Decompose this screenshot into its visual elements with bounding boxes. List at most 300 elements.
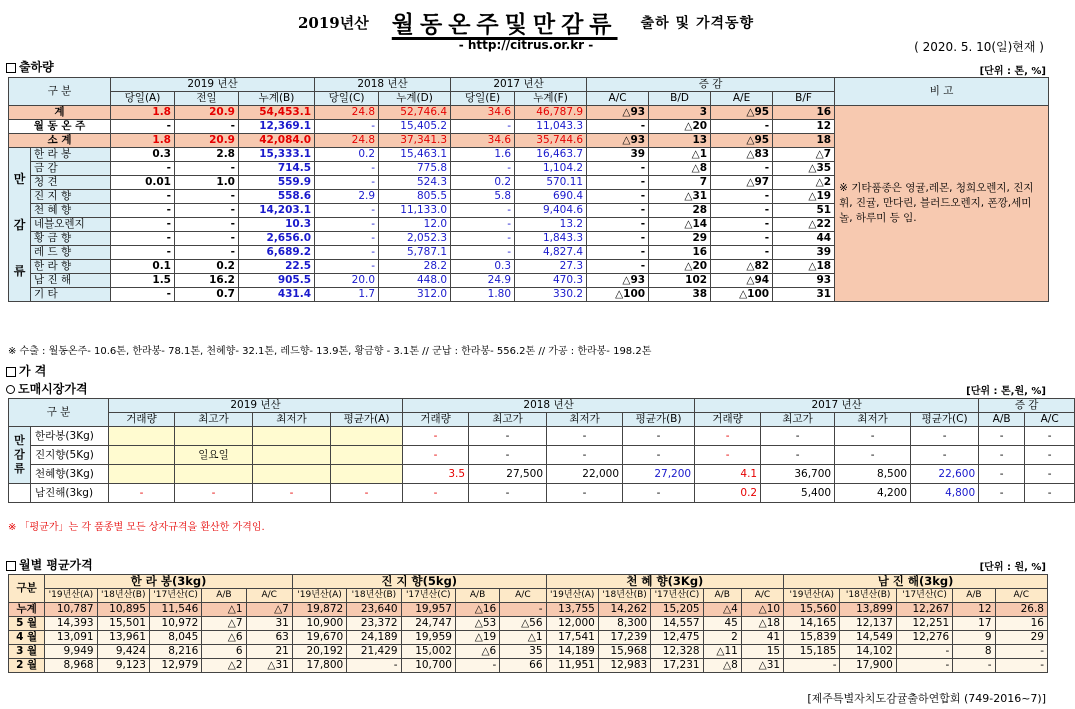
value-cell: - [451,120,515,134]
value-cell: - [315,260,379,274]
value-cell: - [403,484,469,503]
col-header: A/C [246,589,292,603]
value-cell: 431.4 [239,288,315,302]
col-header: '19년산(A) [292,589,346,603]
value-cell: 5,787.1 [379,246,451,260]
value-cell: 12,328 [651,645,703,659]
value-cell: 1.7 [315,288,379,302]
remark-cell: ※ 기타품종은 영귤,레몬, 청희오렌지, 진지휘, 진귤, 만다린, 블러드오렌지, 폰깡,세미놀, 하루미 등 임. [835,106,1049,302]
value-cell: 10,900 [292,617,346,631]
row-label: 월 동 온 주 [9,120,111,134]
value-cell: 10,972 [149,617,201,631]
row-label: 천혜향(3Kg) [31,465,109,484]
table-row [9,465,1075,484]
col-header: 평균가(C) [911,413,979,427]
value-cell: - [253,484,331,503]
col-header: 당일(E) [451,92,515,106]
title-main: 월동온주및만감류 [391,12,618,38]
value-cell: - [1025,446,1075,465]
title-prefix: 2019년산 [297,14,369,32]
value-cell [253,465,331,484]
value-cell: 13,961 [97,631,149,645]
value-cell: 559.9 [239,176,315,190]
value-cell: - [623,446,695,465]
value-cell: △1 [649,148,711,162]
wholesale-price-table [8,398,1075,503]
value-cell: 13,899 [840,603,896,617]
col-header: 평균가(A) [331,413,403,427]
checkbox-icon [6,367,16,377]
value-cell: 16,463.7 [515,148,587,162]
value-cell: - [175,246,239,260]
col-header: '18년산(B) [347,589,401,603]
value-cell: 24.8 [315,106,379,120]
value-cell [253,427,331,446]
value-cell: 11,951 [546,659,598,673]
value-cell: 12,979 [149,659,201,673]
value-cell: 312.0 [379,288,451,302]
site-url[interactable]: - http://citrus.or.kr - [458,38,594,52]
value-cell: - [451,232,515,246]
col-header: A/C [741,589,783,603]
value-cell: - [1025,484,1075,503]
value-cell: 3 [649,106,711,120]
col-header: '18년산(B) [97,589,149,603]
value-cell: 20,192 [292,645,346,659]
value-cell: - [695,427,761,446]
value-cell: 37,341.3 [379,134,451,148]
value-cell: 16 [773,106,835,120]
value-cell: - [995,645,1047,659]
col-header: '18년산(B) [598,589,650,603]
value-cell: 8,968 [45,659,97,673]
row-label: 레 드 향 [31,246,111,260]
value-cell: - [175,204,239,218]
value-cell: - [469,446,547,465]
checkbox-icon [6,561,16,571]
value-cell: - [953,659,995,673]
col-header: 거래량 [695,413,761,427]
value-cell: △95 [711,134,773,148]
row-label: 남 진 해 [31,274,111,288]
value-cell: △19 [455,631,499,645]
value-cell: △53 [455,617,499,631]
value-cell [331,446,403,465]
value-cell: △20 [649,260,711,274]
value-cell: 15,405.2 [379,120,451,134]
value-cell: - [911,446,979,465]
value-cell: 448.0 [379,274,451,288]
value-cell: 15,333.1 [239,148,315,162]
value-cell: 15,560 [784,603,840,617]
value-cell: 330.2 [515,288,587,302]
value-cell: - [109,484,175,503]
table-row [9,617,1048,631]
value-cell: 35,744.6 [515,134,587,148]
value-cell: 4,827.4 [515,246,587,260]
value-cell: 15,501 [97,617,149,631]
value-cell: 18 [773,134,835,148]
value-cell: 1.5 [111,274,175,288]
value-cell: 4,800 [911,484,979,503]
value-cell: 24,747 [401,617,455,631]
value-cell: - [896,659,952,673]
value-cell: - [175,484,253,503]
value-cell: 46,787.9 [515,106,587,120]
value-cell: - [315,246,379,260]
value-cell [175,465,253,484]
value-cell: △16 [455,603,499,617]
row-label: 한 라 봉 [31,148,111,162]
col-header: 거래량 [109,413,175,427]
value-cell: △93 [587,274,649,288]
col-header-change: 증 감 [979,399,1075,413]
row-label: 황 금 향 [31,232,111,246]
value-cell: 905.5 [239,274,315,288]
col-header: 거래량 [403,413,469,427]
checkbox-icon [6,63,16,73]
value-cell: - [547,484,623,503]
col-header: '17년산(C) [149,589,201,603]
value-cell: 20.9 [175,134,239,148]
value-cell: 15,968 [598,645,650,659]
side-char: 감 [13,217,26,232]
side-char: 만 [13,171,26,186]
row-label: 소 계 [9,134,111,148]
table-row [9,631,1048,645]
value-cell: 17,541 [546,631,598,645]
value-cell: △6 [455,645,499,659]
col-header-gubun: 구 분 [9,78,111,106]
value-cell: 11,546 [149,603,201,617]
value-cell: - [451,162,515,176]
wholesale-subtitle: 도매시장가격 [6,380,88,397]
col-header: '17년산(C) [896,589,952,603]
value-cell: 일요일 [175,446,253,465]
value-cell: 12,000 [546,617,598,631]
value-cell: △20 [649,120,711,134]
value-cell: 1,843.3 [515,232,587,246]
col-header: 최고가 [175,413,253,427]
value-cell: 29 [995,631,1047,645]
value-cell: - [587,246,649,260]
value-cell: 805.5 [379,190,451,204]
value-cell: 0.2 [175,260,239,274]
side-char: 감 [14,448,25,461]
col-header: '19년산(A) [546,589,598,603]
value-cell: 2.9 [315,190,379,204]
value-cell: - [111,232,175,246]
value-cell: △1 [500,631,546,645]
value-cell: 15,839 [784,631,840,645]
value-cell: 0.7 [175,288,239,302]
monthly-unit: [단위 : 원, %] [979,562,1046,573]
col-header: 당일(A) [111,92,175,106]
value-cell: 2,052.3 [379,232,451,246]
value-cell: - [979,465,1025,484]
value-cell: 20.0 [315,274,379,288]
value-cell: 23,372 [347,617,401,631]
value-cell: 17,900 [840,659,896,673]
value-cell: - [587,218,649,232]
value-cell: - [331,484,403,503]
value-cell: △83 [711,148,773,162]
value-cell: 10,700 [401,659,455,673]
value-cell: 9,424 [97,645,149,659]
value-cell: - [623,484,695,503]
col-header: A/C [1025,413,1075,427]
value-cell: 0.3 [451,260,515,274]
header-row [9,399,1075,413]
value-cell: - [547,446,623,465]
value-cell: - [761,446,835,465]
row-label: 5 월 [9,617,45,631]
value-cell: 13.2 [515,218,587,232]
value-cell: 9,123 [97,659,149,673]
value-cell: △93 [587,134,649,148]
value-cell: △94 [711,274,773,288]
value-cell: 34.6 [451,134,515,148]
value-cell: - [587,190,649,204]
value-cell: 714.5 [239,162,315,176]
value-cell: - [315,120,379,134]
value-cell: - [979,484,1025,503]
value-cell: - [711,232,773,246]
col-header-2018: 2018 년산 [403,399,695,413]
value-cell: - [587,232,649,246]
value-cell: △7 [246,603,292,617]
col-header: 최저가 [835,413,911,427]
value-cell: 36,700 [761,465,835,484]
header-row [9,413,1075,427]
value-cell: △82 [711,260,773,274]
value-cell: △10 [741,603,783,617]
value-cell: - [995,659,1047,673]
mangam-side-label [9,427,31,484]
value-cell: - [111,246,175,260]
value-cell: - [695,446,761,465]
value-cell: 14,549 [840,631,896,645]
value-cell: 45 [703,617,741,631]
col-header: A/C [995,589,1047,603]
col-header: A/B [953,589,995,603]
value-cell: - [111,288,175,302]
value-cell: - [547,427,623,446]
value-cell: 775.8 [379,162,451,176]
row-label: 진 지 향 [31,190,111,204]
value-cell: - [835,427,911,446]
value-cell: - [911,427,979,446]
value-cell: 27,200 [623,465,695,484]
value-cell: 23,640 [347,603,401,617]
value-cell: 14,203.1 [239,204,315,218]
row-label: 진지향(5Kg) [31,446,109,465]
table-row [9,106,1049,120]
empty-cell [9,484,31,503]
value-cell: 27,500 [469,465,547,484]
col-header: A/B [202,589,246,603]
value-cell: 17,800 [292,659,346,673]
col-header: A/C [587,92,649,106]
value-cell: △31 [741,659,783,673]
shipment-section-title: 출하량 [6,58,54,75]
value-cell: △11 [703,645,741,659]
value-cell: 54,453.1 [239,106,315,120]
value-cell: - [979,446,1025,465]
group-header: 천 혜 향(3Kg) [546,575,784,589]
value-cell: 66 [500,659,546,673]
export-footnote: ※ 수출 : 월동온주- 10.6톤, 한라봉- 78.1톤, 천혜향- 32.1톤, 레드향- 13.9톤, 황금향 - 3.1톤 // 군납 : 한라봉- 556.2톤 // 가공 : 한라봉- 198.2톤 [8,346,652,357]
value-cell: 15,002 [401,645,455,659]
value-cell [109,446,175,465]
col-header-remark: 비 고 [835,78,1049,106]
row-label: 기 타 [31,288,111,302]
row-label: 한 라 향 [31,260,111,274]
circle-icon [6,385,15,394]
value-cell: △8 [649,162,711,176]
value-cell: - [451,218,515,232]
value-cell: 12.0 [379,218,451,232]
value-cell: 27.3 [515,260,587,274]
mangam-side-label [9,148,31,302]
value-cell: 14,393 [45,617,97,631]
value-cell: - [315,162,379,176]
value-cell: 6 [202,645,246,659]
value-cell: 13,091 [45,631,97,645]
row-label: 청 견 [31,176,111,190]
value-cell [109,427,175,446]
value-cell: △7 [202,617,246,631]
value-cell: 20.9 [175,106,239,120]
value-cell: 8 [953,645,995,659]
page-title [0,6,1052,39]
group-header: 진 지 향(5kg) [292,575,546,589]
col-header: A/B [703,589,741,603]
value-cell: 8,300 [598,617,650,631]
report-date: ( 2020. 5. 10(일)현재 ) [914,40,1044,54]
col-header: A/C [500,589,546,603]
col-header-2017: 2017 년산 [451,78,587,92]
table-row [9,603,1048,617]
col-header: A/E [711,92,773,106]
value-cell: 16.2 [175,274,239,288]
value-cell: 11,043.3 [515,120,587,134]
value-cell: 12,276 [896,631,952,645]
value-cell: 570.11 [515,176,587,190]
header-row [9,589,1048,603]
value-cell: △31 [649,190,711,204]
value-cell: 16 [995,617,1047,631]
value-cell: 12,137 [840,617,896,631]
value-cell: 19,957 [401,603,455,617]
col-header: '18년산(B) [840,589,896,603]
value-cell: - [1025,465,1075,484]
value-cell: △93 [587,106,649,120]
value-cell: - [403,446,469,465]
value-cell: 15,185 [784,645,840,659]
value-cell: 0.01 [111,176,175,190]
value-cell: 13 [649,134,711,148]
col-header: 평균가(B) [623,413,695,427]
value-cell: 28.2 [379,260,451,274]
value-cell: 524.3 [379,176,451,190]
value-cell: 29 [649,232,711,246]
col-header-2019: 2019 년산 [109,399,403,413]
value-cell [331,465,403,484]
value-cell: 8,216 [149,645,201,659]
row-label: 3 월 [9,645,45,659]
row-label: 금 감 [31,162,111,176]
value-cell: △19 [773,190,835,204]
value-cell: 9,404.6 [515,204,587,218]
side-char: 류 [13,263,26,278]
value-cell: 12,267 [896,603,952,617]
row-label: 2 월 [9,659,45,673]
col-header: A/B [979,413,1025,427]
value-cell: - [711,246,773,260]
value-cell: 14,262 [598,603,650,617]
value-cell: △95 [711,106,773,120]
value-cell: 1.80 [451,288,515,302]
value-cell: - [175,162,239,176]
group-header: 남 진 해(3kg) [784,575,1048,589]
title-suffix: 출하 및 가격동향 [640,15,755,32]
value-cell: 21 [246,645,292,659]
value-cell: - [784,659,840,673]
value-cell: - [175,218,239,232]
value-cell: 1.8 [111,106,175,120]
value-cell: 22,600 [911,465,979,484]
value-cell: △18 [773,260,835,274]
col-header: 전일 [175,92,239,106]
value-cell: △31 [246,659,292,673]
value-cell: - [711,162,773,176]
table-row [9,427,1075,446]
value-cell: 14,557 [651,617,703,631]
value-cell: 4.1 [695,465,761,484]
col-header: 당일(C) [315,92,379,106]
col-header-2019: 2019 년산 [111,78,315,92]
value-cell: 1.6 [451,148,515,162]
value-cell: - [175,190,239,204]
shipment-table [8,77,1049,302]
col-header: 누계(D) [379,92,451,106]
side-char: 만 [14,434,25,447]
value-cell: - [587,260,649,274]
monthly-price-table [8,574,1048,673]
value-cell: 39 [773,246,835,260]
value-cell: 1.0 [175,176,239,190]
value-cell: △6 [202,631,246,645]
value-cell: - [347,659,401,673]
value-cell: 24.9 [451,274,515,288]
value-cell: - [979,427,1025,446]
value-cell: 31 [246,617,292,631]
col-header: '17년산(C) [651,589,703,603]
value-cell: △7 [773,148,835,162]
value-cell: △100 [587,288,649,302]
value-cell: 22,000 [547,465,623,484]
col-header-gubun: 구분 [9,575,45,603]
value-cell: - [111,190,175,204]
col-header: '19년산(A) [45,589,97,603]
value-cell [253,446,331,465]
value-cell: 19,872 [292,603,346,617]
row-label: 한라봉(3Kg) [31,427,109,446]
value-cell: 17,239 [598,631,650,645]
value-cell: 44 [773,232,835,246]
col-header-change: 증 감 [587,78,835,92]
